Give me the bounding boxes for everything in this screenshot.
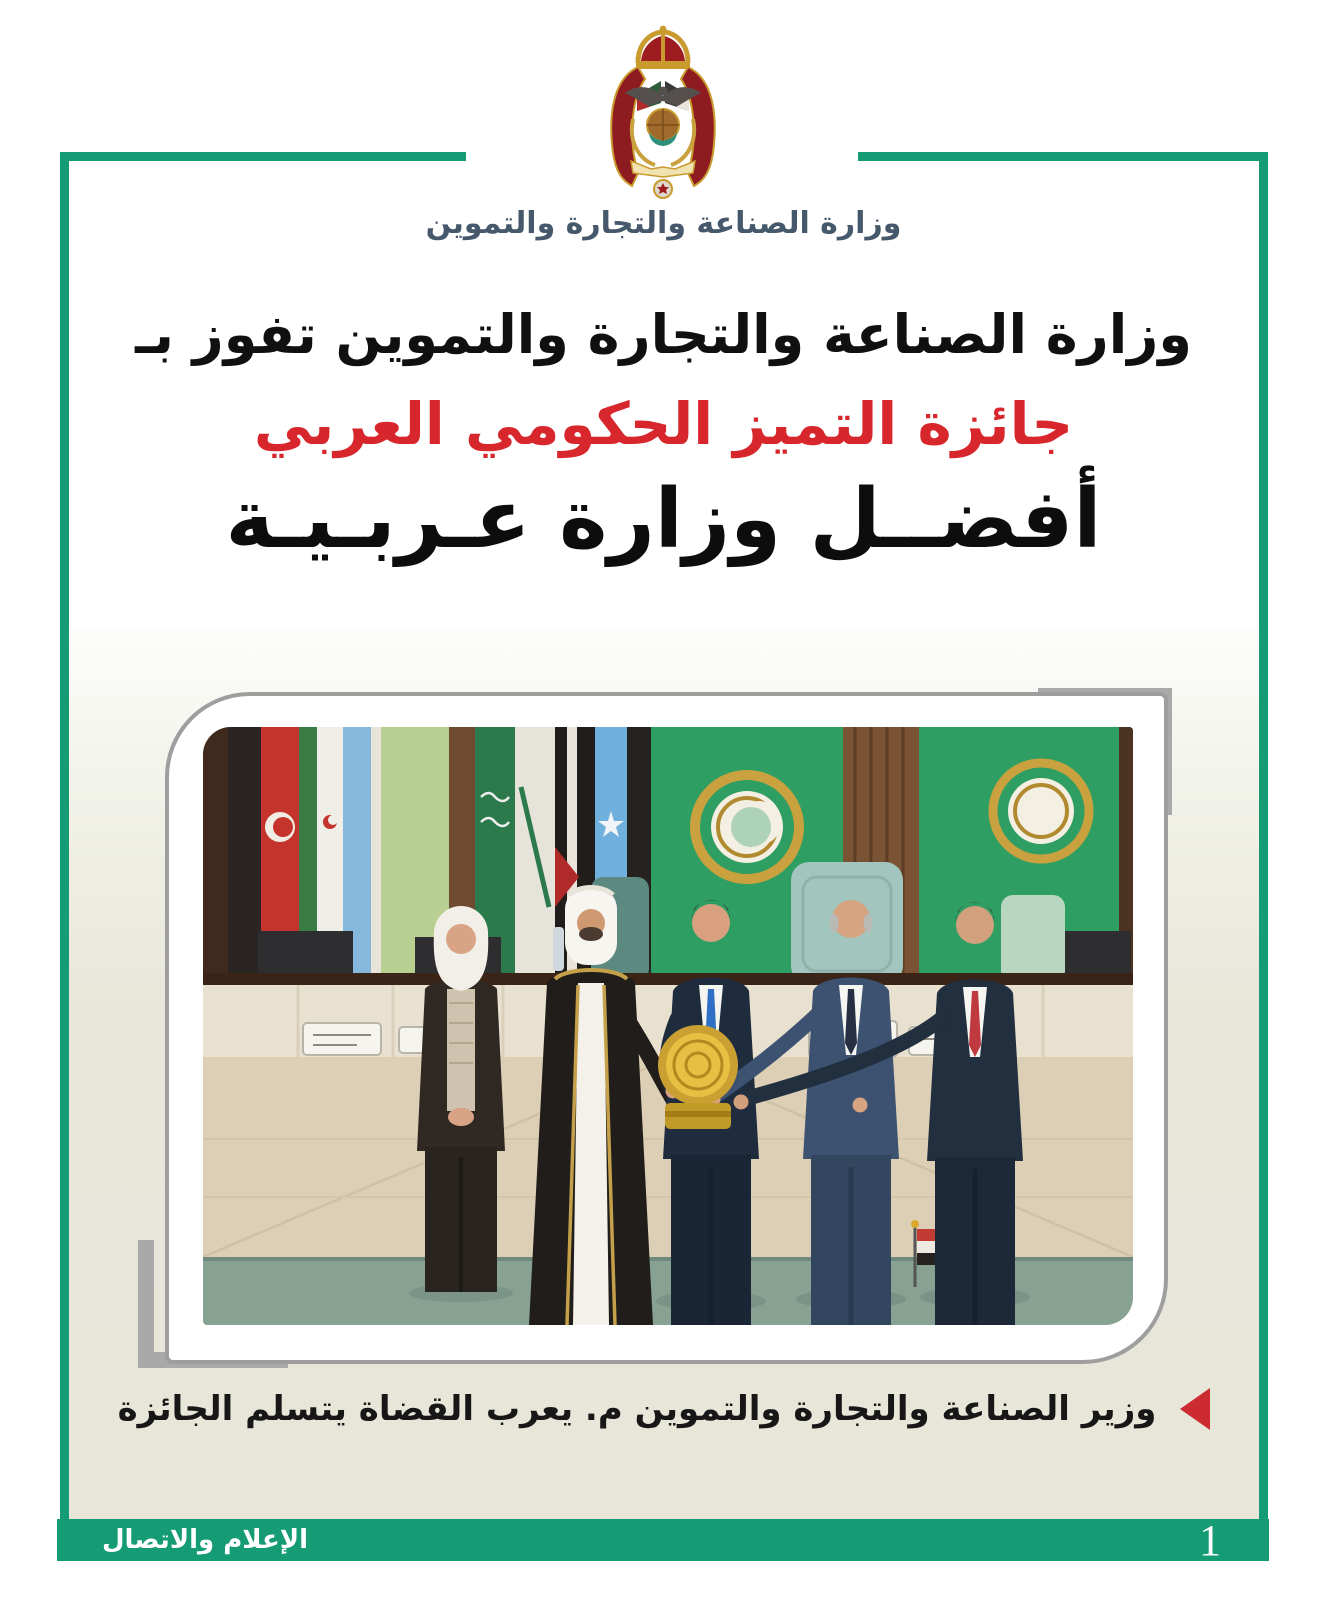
headline-line3-best-ministry: أفضــل وزارة عـربـيـة (225, 472, 1102, 568)
caption-marker-triangle-icon (1180, 1388, 1210, 1430)
card-corner-bracket-bottom-left-v (138, 1240, 154, 1368)
frame-top-left-segment (60, 152, 466, 161)
award-ceremony-photo (203, 727, 1133, 1325)
page-number: 1 (1199, 1516, 1221, 1565)
frame-top-right-segment (858, 152, 1268, 161)
footer-bar (57, 1516, 1269, 1565)
headline-line2-award: جائزة التميز الحكومي العربي (253, 389, 1074, 458)
photo-caption: وزير الصناعة والتجارة والتموين م. يعرب القضاة يتسلم الجائزة (117, 1389, 1157, 1429)
headline-block (0, 303, 1327, 568)
headline-line1: وزارة الصناعة والتجارة والتموين تفوز بـ (135, 303, 1192, 366)
footer-department: الإعلام والاتصال (102, 1525, 309, 1555)
photo-caption-row (69, 1388, 1259, 1430)
org-name: وزارة الصناعة والتجارة والتموين (425, 206, 902, 241)
jordan-coat-of-arms-icon (593, 22, 733, 204)
